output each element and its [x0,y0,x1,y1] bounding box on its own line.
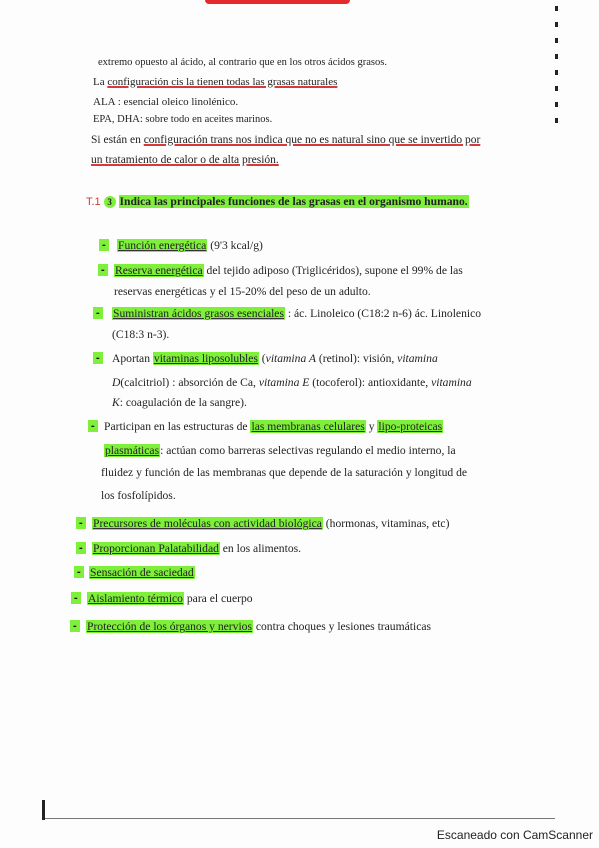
item-4-line-2: D(calcitriol) : absorción de Ca, vitamina E (tocoferol): antioxidante, vitamina [112,376,472,389]
bullet-3: - [93,307,103,319]
item-3-line-2: (C18:3 n-3). [112,328,170,341]
item-8: Sensación de saciedad [90,566,194,579]
item-4-line-3: K: coagulación de la sangre). [112,396,247,409]
intro-line-3: ALA : esencial oleico linolénico. [93,96,239,108]
scanner-watermark: Escaneado con CamScanner [436,828,593,842]
page-edge-mark [42,800,45,820]
item-10: Protección de los órganos y nervios contra choques y lesiones traumáticas [87,620,432,633]
bullet-7: - [76,542,86,554]
bullet-2: - [98,264,108,276]
item-4: Aportan vitaminas liposolubles (vitamina A (retinol): visión, vitamina [112,352,438,365]
item-9: Aislamiento térmico para el cuerpo [88,592,253,605]
intro-line-4: EPA, DHA: sobre todo en aceites marinos. [93,114,273,125]
bullet-8: - [74,566,84,578]
intro-line-6: un tratamiento de calor o de alta presión. [91,154,279,166]
item-1: Función energética (9'3 kcal/g) [118,239,263,252]
item-5-line-4: los fosfolípidos. [101,489,176,502]
item-7: Proporcionan Palatabilidad en los alimentos. [93,542,302,555]
item-2-line-2: reservas energéticas y el 15-20% del peso de un adulto. [114,285,371,298]
page-bottom-edge [45,818,555,819]
bullet-10: - [70,620,80,632]
item-2: Reserva energética del tejido adiposo (Triglicéridos), supone el 99% de las [115,264,463,277]
bullet-6: - [76,517,86,529]
intro-line-1: extremo opuesto al ácido, al contrario que en los otros ácidos grasos. [98,57,387,68]
bullet-1: - [99,239,109,251]
bullet-9: - [71,592,81,604]
item-5-line-2: plasmáticas: actúan como barreras selectivas regulando el medio interno, la [105,444,456,457]
question-heading: T.1 3 Indica las principales funciones de las grasas en el organismo humano. [86,195,468,208]
red-scribble [205,0,350,4]
bullet-5: - [88,420,98,432]
ring-binder-holes [555,6,561,134]
item-3: Suministran ácidos grasos esenciales : ác. Linoleico (C18:2 n-6) ác. Linolenico [113,307,482,320]
item-5: Participan en las estructuras de las membranas celulares y lipo-proteicas [104,420,443,433]
intro-line-5: Si están en configuración trans nos indica que no es natural sino que se invertido por [91,134,481,146]
item-6: Precursores de moléculas con actividad biológica (hormonas, vitaminas, etc) [93,517,450,530]
intro-line-2: La configuración cis la tienen todas las grasas naturales [93,76,338,88]
item-5-line-3: fluidez y función de las membranas que depende de la saturación y longitud de [101,466,468,479]
bullet-4: - [93,352,103,364]
